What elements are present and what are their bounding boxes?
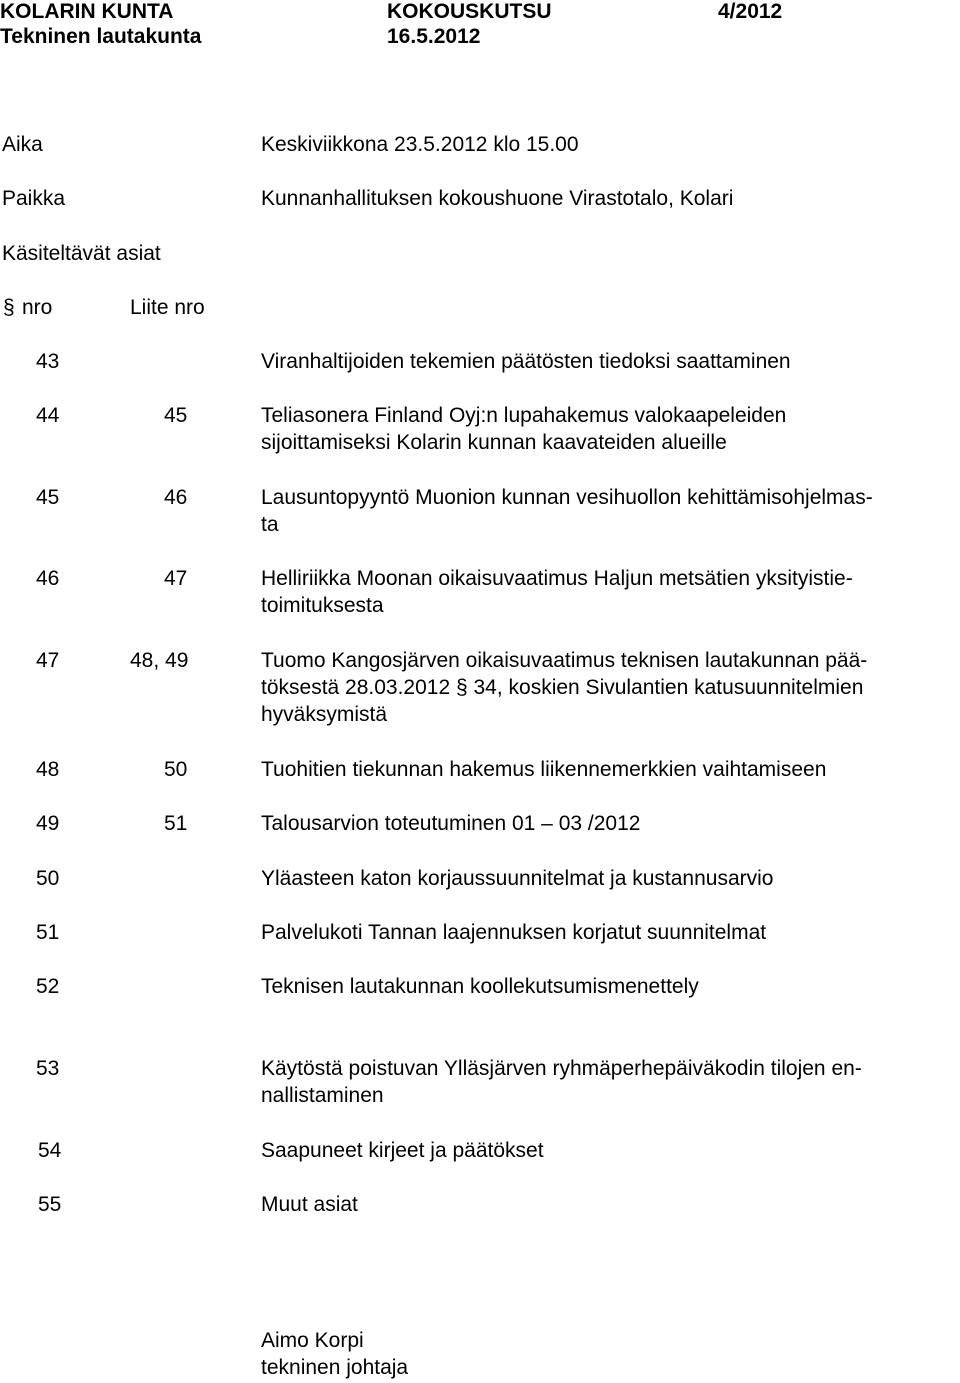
agenda-heading: Käsiteltävät asiat	[2, 242, 161, 265]
document-type: KOKOUSKUTSU	[387, 0, 552, 23]
item-number: 50	[36, 867, 60, 890]
item-number: 48	[36, 758, 60, 781]
item-attachment: 45	[164, 404, 188, 427]
item-title	[261, 402, 956, 456]
item-title	[261, 756, 956, 783]
item-title	[261, 348, 956, 375]
item-title-line: Viranhaltijoiden tekemien päätösten tiedoksi saattaminen	[261, 350, 791, 373]
item-title	[261, 1137, 956, 1164]
signatory-title: tekninen johtaja	[261, 1356, 409, 1379]
item-title-line: hyväksymistä	[261, 703, 388, 726]
item-title-line: Teknisen lautakunnan koollekutsumismenettely	[261, 975, 699, 998]
item-title	[261, 484, 956, 538]
item-title-line: sijoittamiseksi Kolarin kunnan kaavateiden alueille	[261, 431, 727, 454]
item-attachment: 47	[164, 567, 188, 590]
time-label: Aika	[2, 133, 43, 156]
item-title-line: Palvelukoti Tannan laajennuksen korjatut suunnitelmat	[261, 921, 767, 944]
item-number: 47	[36, 649, 60, 672]
item-title-line: Käytöstä poistuvan Ylläsjärven ryhmäperhepäiväkodin tilojen en-	[261, 1057, 862, 1080]
item-title	[261, 647, 956, 728]
item-title	[261, 865, 956, 892]
item-attachment: 48, 49	[130, 649, 189, 672]
column-header-nro: nro	[22, 296, 53, 319]
item-title-line: Talousarvion toteutuminen 01 – 03 /2012	[261, 812, 641, 835]
item-number: 52	[36, 975, 60, 998]
item-number: 54	[38, 1139, 62, 1162]
place-label: Paikka	[2, 187, 66, 210]
item-title-line: Saapuneet kirjeet ja päätökset	[261, 1139, 544, 1162]
item-number: 43	[36, 350, 60, 373]
org-name: KOLARIN KUNTA	[0, 0, 174, 23]
item-title	[261, 810, 956, 837]
item-title	[261, 973, 956, 1000]
item-attachment: 50	[164, 758, 188, 781]
item-attachment: 46	[164, 486, 188, 509]
item-title-line: toimituksesta	[261, 594, 384, 617]
item-number: 53	[36, 1057, 60, 1080]
column-header-liite: Liite nro	[130, 296, 205, 319]
item-number: 49	[36, 812, 60, 835]
item-title-line: töksestä 28.03.2012 § 34, koskien Sivulantien katusuunnitelmien	[261, 676, 864, 699]
time-value: Keskiviikkona 23.5.2012 klo 15.00	[261, 133, 579, 156]
item-number: 51	[36, 921, 60, 944]
item-title	[261, 565, 956, 619]
item-number: 55	[38, 1193, 62, 1216]
item-title-line: ta	[261, 513, 279, 536]
signatory-name: Aimo Korpi	[261, 1329, 364, 1352]
item-title-line: nallistaminen	[261, 1084, 384, 1107]
item-title	[261, 919, 956, 946]
item-number: 45	[36, 486, 60, 509]
item-number: 46	[36, 567, 60, 590]
item-title-line: Tuohitien tiekunnan hakemus liikennemerkkien vaihtamiseen	[261, 758, 827, 781]
item-attachment: 51	[164, 812, 188, 835]
department-name: Tekninen lautakunta	[0, 25, 202, 48]
item-title-line: Yläasteen katon korjaussuunnitelmat ja kustannusarvio	[261, 867, 774, 890]
item-title	[261, 1055, 956, 1109]
item-title	[261, 1191, 956, 1218]
place-value: Kunnanhallituksen kokoushuone Virastotalo, Kolari	[261, 187, 734, 210]
document-number: 4/2012	[718, 0, 783, 23]
item-number: 44	[36, 404, 60, 427]
item-title-line: Tuomo Kangosjärven oikaisuvaatimus teknisen lautakunnan pää-	[261, 649, 868, 672]
document-date: 16.5.2012	[387, 25, 481, 48]
item-title-line: Teliasonera Finland Oyj:n lupahakemus valokaapeleiden	[261, 404, 787, 427]
item-title-line: Lausuntopyyntö Muonion kunnan vesihuollon kehittämisohjelmas-	[261, 486, 873, 509]
item-title-line: Helliriikka Moonan oikaisuvaatimus Haljun metsätien yksityistie-	[261, 567, 853, 590]
section-sign: §	[3, 296, 15, 319]
item-title-line: Muut asiat	[261, 1193, 358, 1216]
